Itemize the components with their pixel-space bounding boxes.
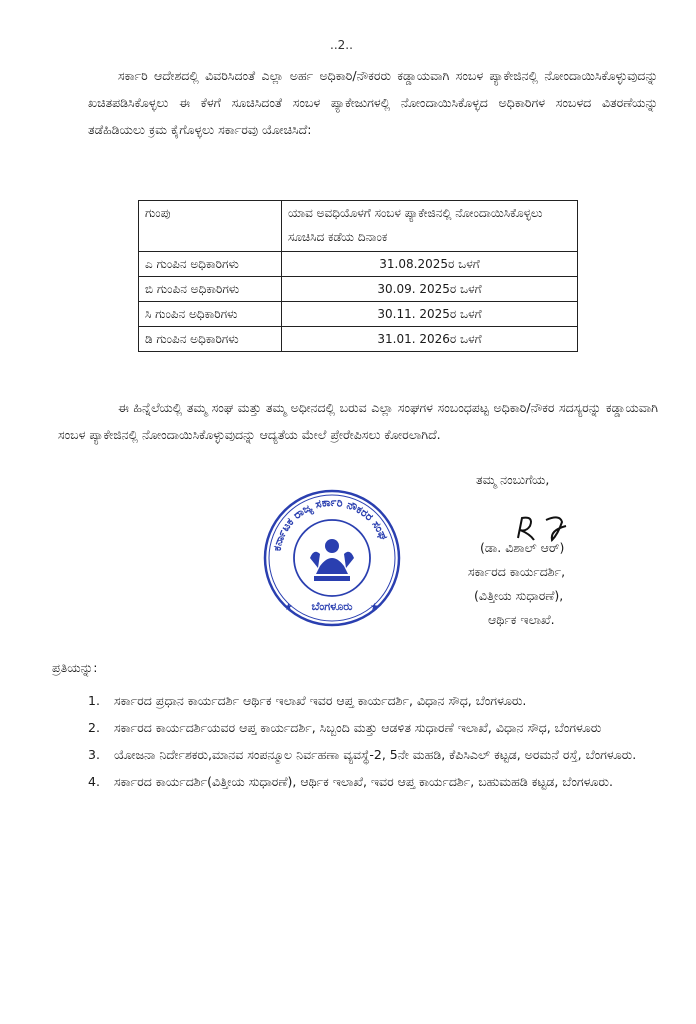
closing-salutation: ತಮ್ಮ ನಂಬುಗೆಯ, bbox=[476, 472, 550, 487]
list-item-text: ಸರ್ಕಾರದ ಕಾರ್ಯದರ್ಶಿ(ವಿತ್ತೀಯ ಸುಧಾರಣೆ), ಆರ್ಥಿಕ ಇಲಾಖೆ, ಇವರ ಆಪ್ತ ಕಾರ್ಯದರ್ಶಿ, ಬಹುಮಹಡಿ ಕಟ್ಟಡ, ಬೆಂಗಳೂರು. bbox=[114, 774, 613, 789]
list-item bbox=[88, 688, 663, 713]
list-item bbox=[88, 742, 663, 767]
table-header-row bbox=[139, 201, 578, 252]
table-cell-date: 31.01. 2026ರ ಒಳಗೆ bbox=[282, 327, 578, 352]
table-row bbox=[139, 327, 578, 352]
signatory-name: (ಡಾ. ವಿಶಾಲ್ ಆರ್) bbox=[480, 540, 565, 555]
list-item-text: ಸರ್ಕಾರದ ಪ್ರಧಾನ ಕಾರ್ಯದರ್ಶಿ ಆರ್ಥಿಕ ಇಲಾಖೆ ಇವರ ಆಪ್ತ ಕಾರ್ಯದರ್ಶಿ, ವಿಧಾನ ಸೌಧ, ಬೆಂಗಳೂರು. bbox=[114, 693, 527, 708]
list-item-number: 2. bbox=[88, 720, 100, 735]
list-item-number: 1. bbox=[88, 693, 100, 708]
table-row bbox=[139, 277, 578, 302]
seal-star-icon: ★ bbox=[284, 602, 293, 613]
list-item bbox=[88, 769, 663, 794]
page-number: ..2.. bbox=[330, 38, 353, 52]
registration-deadline-table bbox=[138, 200, 578, 352]
table-cell-group: ಎ ಗುಂಪಿನ ಅಧಿಕಾರಿಗಳು bbox=[139, 252, 282, 277]
table-cell-group: ಬಿ ಗುಂಪಿನ ಅಧಿಕಾರಿಗಳು bbox=[139, 277, 282, 302]
table-header-group: ಗುಂಪು bbox=[139, 201, 282, 252]
signatory-department: ಆರ್ಥಿಕ ಇಲಾಖೆ. bbox=[488, 612, 555, 627]
signatory-unit: (ವಿತ್ತೀಯ ಸುಧಾರಣೆ), bbox=[474, 588, 564, 603]
emblem-icon bbox=[310, 539, 354, 581]
list-item-number: 4. bbox=[88, 774, 100, 789]
copies-heading: ಪ್ರತಿಯನ್ನು: bbox=[52, 660, 98, 675]
table-cell-group: ಡಿ ಗುಂಪಿನ ಅಧಿಕಾರಿಗಳು bbox=[139, 327, 282, 352]
table-header-deadline: ಯಾವ ಅವಧಿಯೊಳಗೆ ಸಂಬಳ ಪ್ಯಾಕೇಜಿನಲ್ಲಿ ನೋಂದಾಯಿಸಿಕೊಳ್ಳಲು ಸೂಚಿಸಿದ ಕಡೆಯ ದಿನಾಂಕ bbox=[282, 201, 578, 252]
paragraph-1-text: ಸರ್ಕಾರಿ ಆದೇಶದಲ್ಲಿ ವಿವರಿಸಿದಂತೆ ಎಲ್ಲಾ ಅರ್ಹ ಅಧಿಕಾರಿ/ನೌಕರರು ಕಡ್ಡಾಯವಾಗಿ ಸಂಬಳ ಪ್ಯಾಕೇಜಿನಲ್ಲಿ ನೋಂದಾಯಿಸಿಕೊಳ್ಳುವುದನ್ನು ಖಚಿತಪಡಿಸಿಕೊಳ್ಳಲು ಈ ಕೆಳಗೆ ಸೂಚಿಸಿದಂತೆ ಸಂಬಳ ಪ್ಯಾಕೇಜುಗಳಲ್ಲಿ ನೋಂದಾಯಿಸಿಕೊಳ್ಳದ ಅಧಿಕಾರಿಗಳ ಸಂಬಳದ ವಿತರಣೆಯನ್ನು ತಡೆಹಿಡಿಯಲು ಕ್ರಮ ಕೈಗೊಳ್ಳಲು ಸರ್ಕಾರವು ಯೋಚಿಸಿದೆ: bbox=[88, 68, 658, 137]
copies-list bbox=[88, 688, 663, 796]
table-cell-date: 30.11. 2025ರ ಒಳಗೆ bbox=[282, 302, 578, 327]
table-row bbox=[139, 302, 578, 327]
list-item bbox=[88, 715, 663, 740]
table-row bbox=[139, 252, 578, 277]
list-item-number: 3. bbox=[88, 747, 100, 762]
body-paragraph-1 bbox=[88, 62, 658, 143]
seal-city-text: ಬೆಂಗಳೂರು bbox=[311, 600, 353, 613]
body-paragraph-2 bbox=[58, 394, 658, 448]
list-item-text: ಯೋಜನಾ ನಿರ್ದೇಶಕರು,ಮಾನವ ಸಂಪನ್ಮೂಲ ನಿರ್ವಹಣಾ ವ್ಯವಸ್ಥೆ-2, 5ನೇ ಮಹಡಿ, ಕೆಪಿಸಿಎಲ್ ಕಟ್ಟಡ, ಅರಮನೆ ರಸ್ತೆ, ಬೆಂಗಳೂರು. bbox=[114, 747, 637, 762]
table-cell-group: ಸಿ ಗುಂಪಿನ ಅಧಿಕಾರಿಗಳು bbox=[139, 302, 282, 327]
seal-star-icon: ★ bbox=[370, 602, 379, 613]
list-item-text: ಸರ್ಕಾರದ ಕಾರ್ಯದರ್ಶಿಯವರ ಆಪ್ತ ಕಾರ್ಯದರ್ಶಿ, ಸಿಬ್ಬಂದಿ ಮತ್ತು ಆಡಳಿತ ಸುಧಾರಣೆ ಇಲಾಖೆ, ವಿಧಾನ ಸೌಧ, ಬೆಂಗಳೂರು bbox=[114, 720, 602, 735]
seal-ring-text: ಕರ್ನಾಟಕ ರಾಜ್ಯ ಸರ್ಕಾರಿ ನೌಕರರ ಸಂಘ bbox=[270, 495, 391, 553]
signatory-designation: ಸರ್ಕಾರದ ಕಾರ್ಯದರ್ಶಿ, bbox=[468, 564, 566, 579]
paragraph-2-text: ಈ ಹಿನ್ನೆಲೆಯಲ್ಲಿ ತಮ್ಮ ಸಂಘ ಮತ್ತು ತಮ್ಮ ಅಧೀನದಲ್ಲಿ ಬರುವ ಎಲ್ಲಾ ಸಂಘಗಳ ಸಂಬಂಧಪಟ್ಟ ಅಧಿಕಾರಿ/ನೌಕರ ಸದಸ್ಯರನ್ನು ಕಡ್ಡಾಯವಾಗಿ ಸಂಬಳ ಪ್ಯಾಕೇಜಿನಲ್ಲಿ ನೋಂದಾಯಿಸಿಕೊಳ್ಳುವುದನ್ನು ಆದ್ಯತೆಯ ಮೇಲೆ ಪ್ರೇರೇಪಿಸಲು ಕೋರಲಾಗಿದೆ. bbox=[58, 400, 658, 442]
table-cell-date: 30.09. 2025ರ ಒಳಗೆ bbox=[282, 277, 578, 302]
office-seal-stamp bbox=[262, 488, 402, 628]
table-cell-date: 31.08.2025ರ ಒಳಗೆ bbox=[282, 252, 578, 277]
